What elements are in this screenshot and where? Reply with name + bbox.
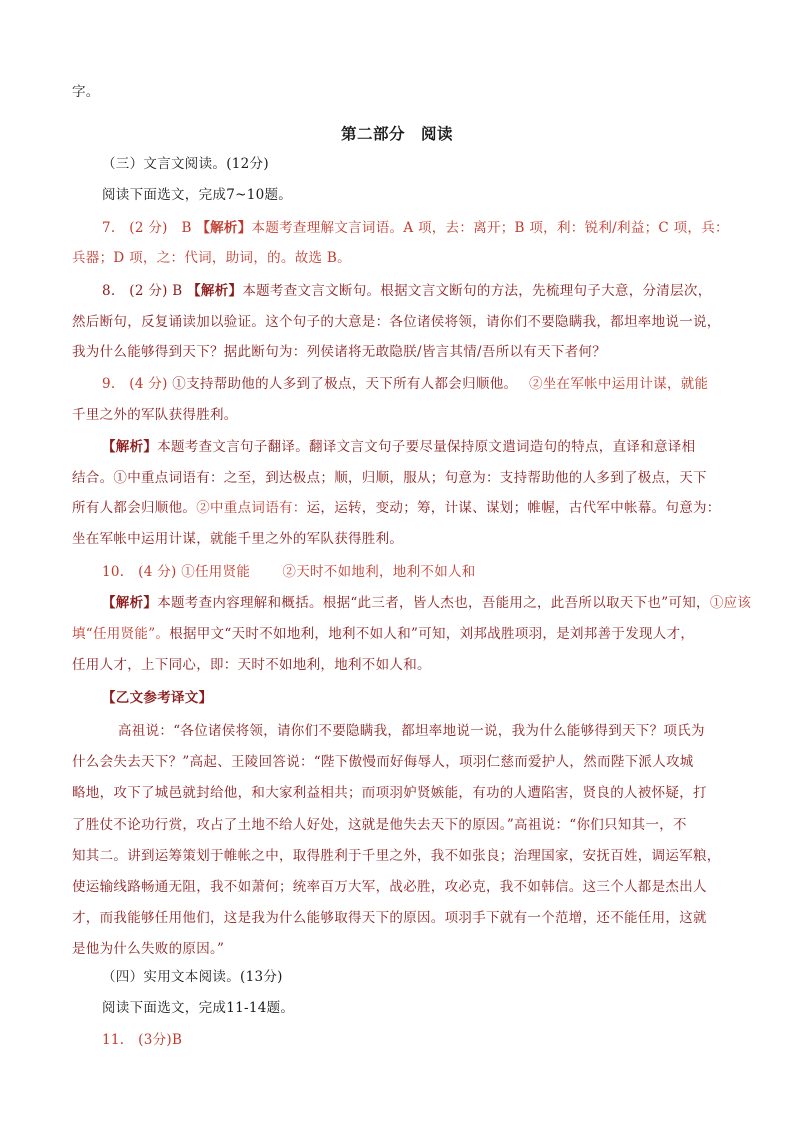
- q8-line-1: [102, 281, 762, 301]
- translation-line: 什么会失去天下？”高起、王陵回答说：“陛下傲慢而好侮辱人，项羽仁慈而爱护人，然而陛下派人攻城: [72, 754, 694, 770]
- q10-line-1: [102, 562, 762, 582]
- q11-answer: 11. (3分)B: [102, 1032, 183, 1048]
- q8-line-2: 然后断句，反复诵读加以验证。这个句子的大意是：各位诸侯将领，请你们不要隐瞒我，都坦率地说一说，: [72, 314, 721, 330]
- q9-line-2: 千里之外的军队获得胜利。: [72, 407, 238, 423]
- section-4-heading: （四）实用文本阅读。(13分): [102, 969, 283, 985]
- q8-line-3: 我为什么能够得到天下？据此断句为：列侯诸将无敢隐朕/皆言其情/吾所以有天下者何？: [72, 344, 607, 360]
- q7-analysis-body: 本题考查理解文言词语。A 项，去：离开；B 项，利：锐利/利益；C 项，兵：: [251, 220, 729, 236]
- q10-score: 10. (4 分): [102, 564, 177, 580]
- q10-line-2: [102, 593, 762, 613]
- q10-line-3-a: 填“任用贤能”。: [72, 626, 170, 642]
- q10-analysis-answer: ①应该: [709, 595, 752, 611]
- translation-line: 才，而我能够任用他们，这是我为什么能够取得天下的原因。项羽手下就有一个范增，还不能任用，这就: [72, 910, 707, 926]
- continuation-text: 字。: [72, 84, 100, 100]
- q9-answer-1: ①支持帮助他的人多到了极点，天下所有人都会归顺他。: [172, 376, 511, 392]
- q9-line-6: 坐在军帐中运用计谋，就能千里之外的军队获得胜利。: [72, 531, 404, 547]
- q10-answer-2: ②天时不如地利，地利不如人和: [282, 564, 476, 580]
- translation-line: 了胜仗不论功行赏，攻占了土地不给人好处，这就是他失去天下的原因。”高祖说：“你们只知其一，不: [72, 817, 687, 833]
- q7-answer: 7. (2 分) B: [102, 220, 192, 236]
- q10-line-4: 任用人才，上下同心，即：天时不如地利，地利不如人和。: [72, 657, 431, 673]
- section-title: 第二部分 阅读: [340, 124, 453, 143]
- q10-line-3-b: 根据甲文“天时不如地利，地利不如人和”可知，刘邦战胜项羽，是刘邦善于发现人才，: [169, 626, 695, 642]
- q10-line-3: [72, 624, 732, 644]
- q9-line-5-a: 所有人都会归顺他。: [72, 500, 197, 516]
- q9-line-5-c: 运，运转，变动；筹，计谋、谋划；帷幄，古代军中帐幕。句意为：: [306, 500, 721, 516]
- translation-heading: 【乙文参考译文】: [102, 690, 213, 706]
- q9-analysis-tag: 【解析】: [102, 439, 158, 455]
- q10-answer-1: ①任用贤能: [181, 564, 251, 580]
- q9-line-1: [102, 374, 762, 394]
- q9-line-4: 结合。①中重点词语有：之至，到达极点；顺，归顺，服从；句意为：支持帮助他的人多到了极点，天下: [72, 470, 707, 486]
- translation-line: 略地，攻下了城邑就封给他，和大家利益相共；而项羽妒贤嫉能，有功的人遭陷害，贤良的人被怀疑，打: [72, 785, 707, 801]
- q10-analysis-tag: 【解析】: [102, 595, 158, 611]
- translation-line: 高祖说：“各位诸侯将领，请你们不要隐瞒我，都坦率地说一说，我为什么能够得到天下？项氏为: [118, 723, 705, 739]
- q7-line-2: 兵器；D 项，之：代词，助词，的。故选 B。: [72, 250, 351, 266]
- q9-line-5-b: ②中重点词语有：: [196, 500, 307, 516]
- q10-analysis-body: 本题考查内容理解和概括。根据“此三者，皆人杰也，吾能用之，此吾所以取天下也”可知，: [157, 595, 710, 611]
- q7-line-1: [102, 218, 762, 238]
- translation-line: 使运输线路畅通无阻，我不如萧何；统率百万大军，战必胜，攻必克，我不如韩信。这三个人都是杰出人: [72, 879, 707, 895]
- section-4-instruction: 阅读下面选文，完成11-14题。: [102, 1000, 295, 1016]
- q9-score: 9. (4 分): [102, 376, 168, 392]
- translation-line: 知其二。讲到运筹策划于帷帐之中，取得胜利于千里之外，我不如张良；治理国家，安抚百姓，调运军粮，: [72, 848, 721, 864]
- q9-line-3: [102, 437, 762, 457]
- q9-line-5: [72, 498, 732, 518]
- q8-answer: 8. (2 分) B: [102, 283, 183, 299]
- q8-analysis-tag: 【解析】: [187, 283, 243, 299]
- q8-analysis-body: 本题考查文言文断句。根据文言文断句的方法，先梳理句子大意，分清层次，: [242, 283, 712, 299]
- translation-line: 是他为什么失败的原因。”: [72, 941, 225, 957]
- q9-answer-2: ②坐在军帐中运用计谋，就能: [528, 376, 709, 392]
- q9-analysis-body: 本题考查文言句子翻译。翻译文言文句子要尽量保持原文遣词造句的特点，直译和意译相: [157, 439, 696, 455]
- q7-analysis-tag: 【解析】: [196, 220, 252, 236]
- section-3-heading: （三）文言文阅读。(12分): [102, 156, 269, 172]
- section-3-instruction: 阅读下面选文，完成7~10题。: [102, 187, 293, 203]
